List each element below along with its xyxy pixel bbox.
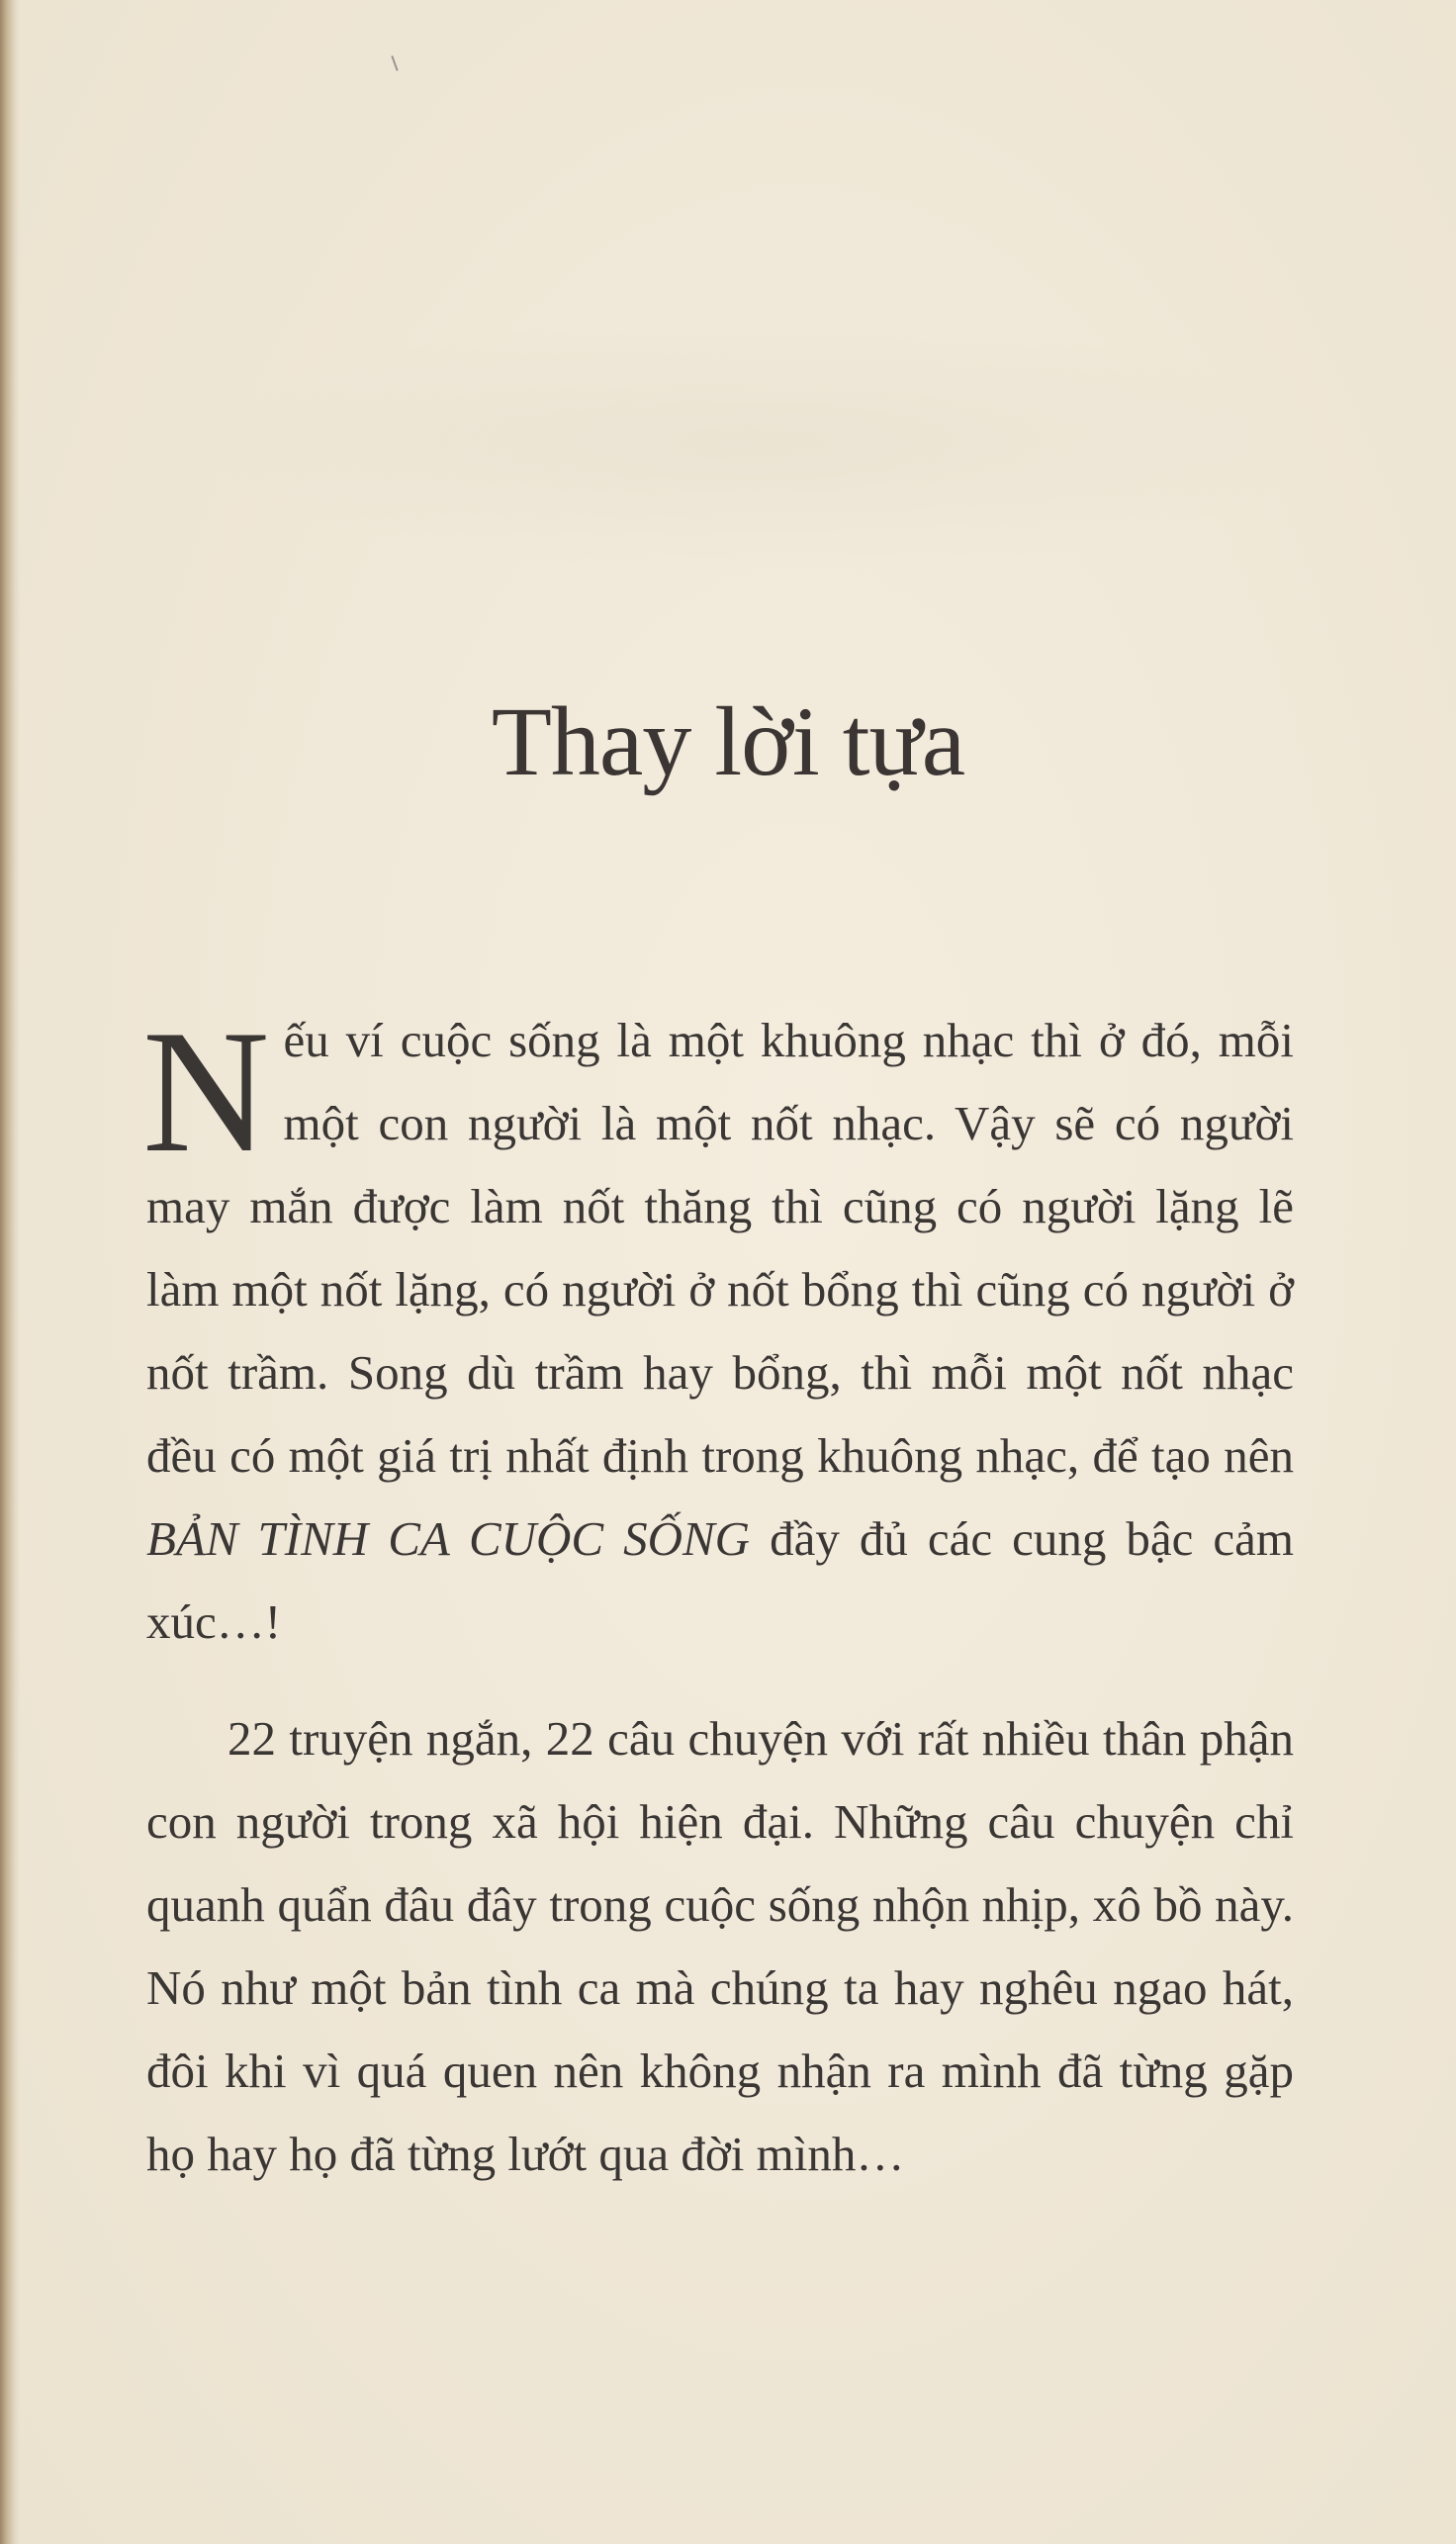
page-title: Thay lời tựa (491, 686, 965, 796)
paragraph-2: 22 truyện ngắn, 22 câu chuyện với rất nhiều thân phận con người trong xã hội hiện đại. Những câu chuyện chỉ quanh quẩn đâu đây trong cuộc sống nhộn nhịp, xô bồ này. Nó như một bản tình ca mà chúng ta hay nghêu ngao hát, đôi khi vì quá quen nên không nhận ra mình đã từng gặp họ hay họ đã từng lướt qua đời mình… (146, 1711, 1294, 2181)
page-spine-edge (0, 0, 20, 2544)
emphasis-title: BẢN TÌNH CA CUỘC SỐNG (146, 1511, 751, 1566)
paragraph-1-text-a: ếu ví cuộc sống là một khuông nhạc thì ở đó, mỗi một con người là một nốt nhạc. Vậy sẽ có người may mắn được làm nốt thăng thì cũng có người lặng lẽ làm một nốt lặng, có người ở nốt bổng thì cũng có người ở nốt trầm. Song dù trầm hay bổng, thì mỗi một nốt nhạc đều có một giá trị nhất định trong khuông nhạc, để tạo nên (146, 1013, 1294, 1483)
show-through-ink (188, 317, 1325, 574)
preface-body (142, 993, 1294, 2196)
paragraph-1 (142, 993, 1294, 1664)
ink-speck (391, 55, 398, 71)
drop-cap: N (142, 993, 270, 1189)
paragraph-1-text-b: đầy đủ các cung bậc cảm xúc…! (146, 1511, 1294, 1649)
